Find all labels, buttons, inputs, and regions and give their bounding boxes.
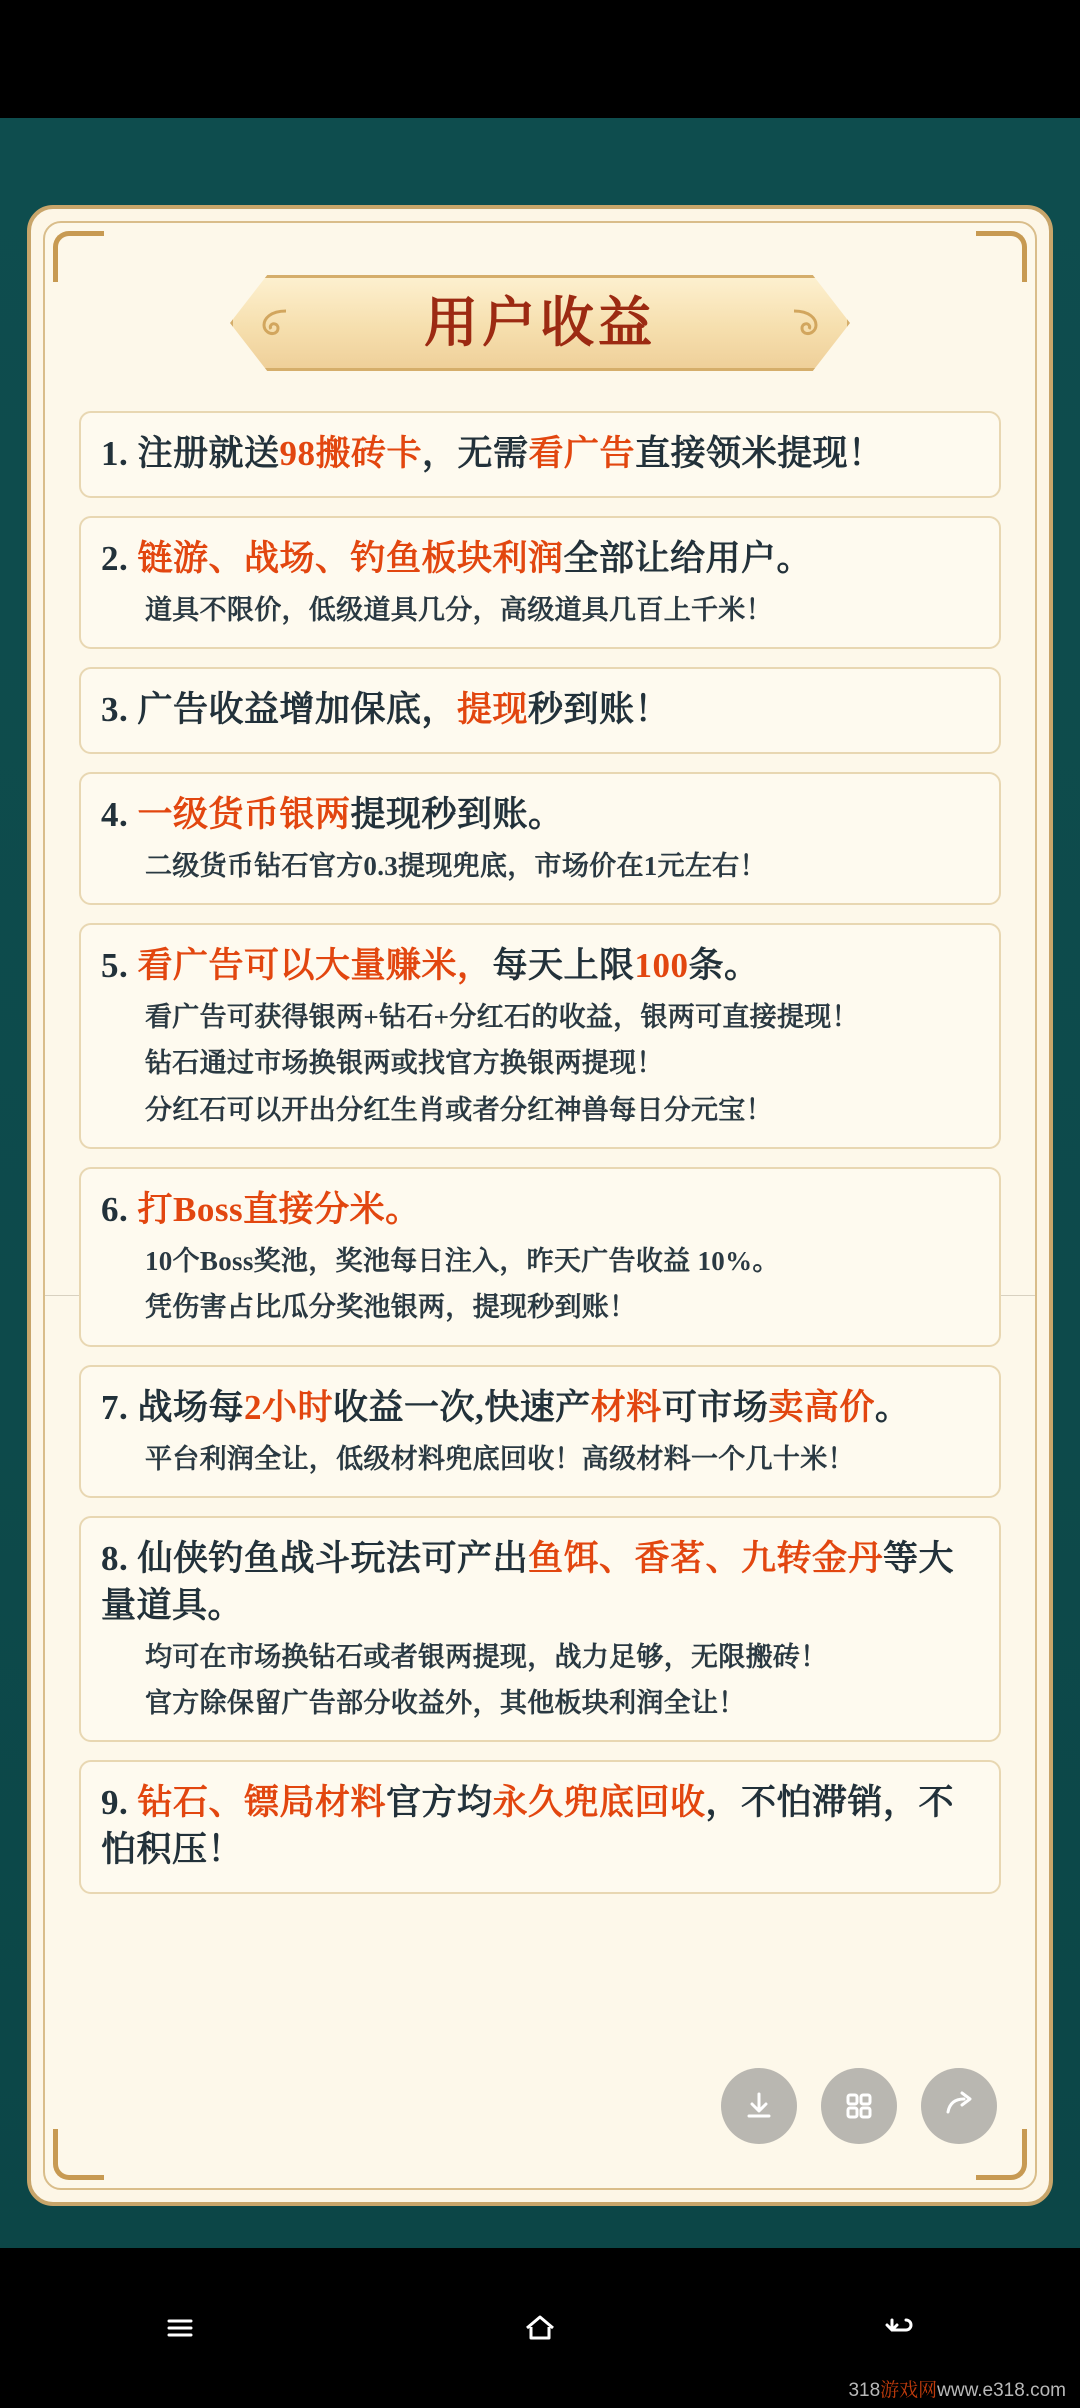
android-navigation-bar	[0, 2248, 1080, 2408]
list-item-sub-text	[101, 998, 977, 1036]
benefit-list	[79, 411, 1001, 2174]
list-item-number: 4.	[101, 795, 138, 834]
highlight-text: 一级货币银两	[137, 795, 351, 834]
plain-text: 官方均	[386, 1783, 493, 1823]
highlight-text: 看广告可以大量赚米，	[137, 946, 493, 986]
plain-text: 凭伤害占比瓜分奖池银两，提现秒到账！	[145, 1292, 637, 1323]
highlight-text: 卖高价	[768, 1387, 875, 1427]
list-item-sub-text	[101, 1638, 977, 1676]
plain-text: 钻石通过市场换银两或找官方换银两提现！	[145, 1048, 664, 1079]
list-item	[79, 667, 1001, 754]
plain-text: 看广告可获得银两+钻石+分红石的收益，银两可直接提现！	[145, 1002, 859, 1033]
earnings-card-inner	[43, 221, 1037, 2190]
list-item-sub-text	[101, 591, 977, 629]
list-item-sub-text	[101, 1044, 977, 1082]
watermark-highlight: 游戏网	[880, 2380, 938, 2401]
plain-text: 。	[874, 1387, 911, 1427]
list-item	[79, 1365, 1001, 1498]
plain-text: 每天上限	[492, 946, 635, 986]
plain-text: 10个Boss奖池，奖池每日注入，昨天广告收益 10%。	[145, 1245, 780, 1276]
home-button[interactable]	[480, 2283, 600, 2373]
plain-text: 秒到账！	[528, 690, 671, 730]
list-item-number: 3.	[101, 690, 138, 730]
list-item-main-text	[101, 431, 977, 478]
list-item-sub-text	[101, 1091, 977, 1129]
plain-text: 等大量道具。	[101, 1538, 955, 1625]
title-plaque-wrap	[230, 275, 850, 371]
highlight-text: 2小时	[244, 1387, 334, 1427]
list-item	[79, 516, 1001, 649]
plain-text: 提现秒到账。	[350, 795, 564, 834]
recents-button[interactable]	[120, 2283, 240, 2373]
highlight-text: 永久兜底回收	[492, 1783, 706, 1823]
list-item-number: 9.	[101, 1783, 138, 1823]
highlight-text: 鱼饵、香茗、九转金丹	[528, 1538, 884, 1578]
earnings-card	[27, 205, 1053, 2206]
list-item-main-text	[101, 1536, 977, 1630]
list-item-number: 8.	[101, 1538, 138, 1578]
list-item-number: 2.	[101, 538, 138, 578]
plain-text: 仙侠钓鱼战斗玩法可产出	[137, 1538, 529, 1578]
highlight-text: 98搬砖卡	[279, 434, 423, 473]
download-fab[interactable]	[721, 2068, 797, 2144]
plain-text: 全部让给用户。	[563, 538, 813, 578]
plain-text: 道具不限价，低级道具几分，高级道具几百上千米！	[145, 594, 773, 625]
highlight-text: 100	[634, 946, 689, 986]
plain-text: 平台利润全让，低级材料兜底回收！高级材料一个几十米！	[145, 1443, 855, 1474]
list-item-sub-text	[101, 847, 977, 885]
plain-text: 官方除保留广告部分收益外，其他板块利润全让！	[145, 1687, 746, 1718]
plain-text: 二级货币钻石官方0.3提现兜底，市场价在1元左右！	[145, 850, 767, 881]
plain-text: 直接领米提现！	[635, 434, 884, 473]
list-item-number: 1.	[101, 434, 138, 473]
list-item-main-text	[101, 943, 977, 990]
list-item-main-text	[101, 792, 977, 839]
list-item	[79, 1516, 1001, 1742]
corner-ornament-top-right	[976, 231, 1027, 282]
list-item	[79, 923, 1001, 1149]
list-item-sub-text	[101, 1288, 977, 1326]
list-item	[79, 772, 1001, 905]
corner-ornament-top-left	[53, 231, 104, 282]
floating-action-buttons[interactable]	[721, 2068, 997, 2144]
watermark	[848, 2375, 1066, 2402]
highlight-text: 打Boss直接分米。	[137, 1190, 421, 1230]
list-item-main-text	[101, 1385, 977, 1432]
grid-fab[interactable]	[821, 2068, 897, 2144]
plain-text: 可市场	[661, 1387, 769, 1427]
page-title: 用户收益	[424, 293, 656, 353]
list-item-main-text	[101, 1187, 977, 1234]
plain-text: 条。	[688, 946, 760, 986]
plain-text: 分红石可以开出分红生肖或者分红神兽每日分元宝！	[145, 1094, 773, 1125]
highlight-text: 材料	[590, 1387, 662, 1427]
highlight-text: 链游、战场、钓鱼板块利润	[137, 538, 564, 578]
plain-text: 战场每	[137, 1387, 245, 1427]
list-item	[79, 411, 1001, 498]
list-item-number: 5.	[101, 946, 138, 986]
list-item	[79, 1760, 1001, 1894]
plain-text: 均可在市场换钻石或者银两提现，战力足够，无限搬砖！	[145, 1641, 828, 1672]
plain-text: 注册就送	[137, 434, 280, 473]
plain-text: ，无需	[422, 434, 529, 473]
watermark-suffix: www.e318.com	[937, 2380, 1066, 2401]
list-item-main-text	[101, 1780, 977, 1874]
highlight-text: 看广告	[528, 434, 636, 473]
list-item	[79, 1167, 1001, 1347]
plain-text: ，不怕滞销，不怕积压！	[101, 1783, 955, 1870]
list-item-sub-text	[101, 1684, 977, 1722]
highlight-text: 钻石、镖局材料	[137, 1783, 387, 1823]
list-item-sub-text	[101, 1242, 977, 1280]
back-button[interactable]	[840, 2283, 960, 2373]
highlight-text: 提现	[457, 690, 529, 730]
list-item-number: 6.	[101, 1190, 138, 1230]
plain-text: 收益一次,快速产	[333, 1387, 591, 1427]
list-item-number: 7.	[101, 1387, 138, 1427]
share-fab[interactable]	[921, 2068, 997, 2144]
plain-text: 广告收益增加保底，	[137, 690, 458, 730]
list-item-main-text	[101, 536, 977, 583]
list-item-main-text	[101, 687, 977, 734]
list-item-sub-text	[101, 1440, 977, 1478]
watermark-prefix: 318	[848, 2380, 881, 2401]
